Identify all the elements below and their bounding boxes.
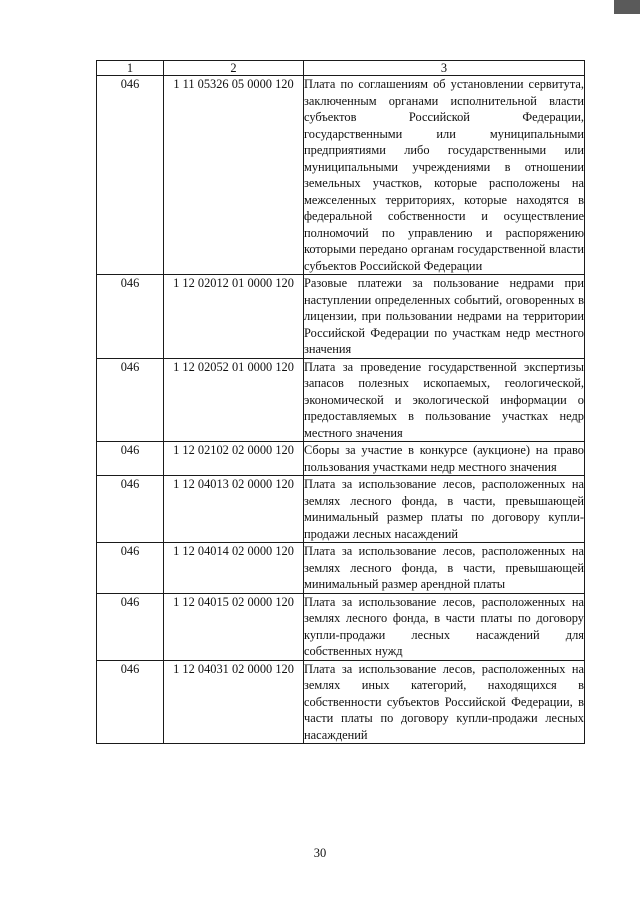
description-cell: Плата за использование лесов, расположенных на землях лесного фонда, в части, превышающей минимальный размер арендной платы: [304, 544, 584, 591]
description-cell: Плата за использование лесов, расположенных на землях лесного фонда, в части, превышающей минимальный размер платы по договору купли-продажи лесных насаждений: [304, 477, 584, 541]
description-cell: Разовые платежи за пользование недрами при наступлении определенных событий, оговоренных в лицензии, при пользовании недрами на территории Российской Федерации по участкам недр местного значения: [304, 276, 584, 356]
description-cell: Плата за проведение государственной экспертизы запасов полезных ископаемых, геологической, экономической и экологической информации о предоставляемых в пользование участках недр местного значения: [304, 359, 584, 440]
budget-code-cell: 1 12 04031 02 0000 120: [164, 660, 304, 744]
revenue-codes-table: [96, 60, 585, 744]
admin-code-cell: 046: [97, 358, 164, 442]
column-header-2: 2: [164, 61, 304, 76]
budget-code-cell: 1 12 04014 02 0000 120: [164, 543, 304, 594]
table-row: [97, 660, 585, 744]
table-row: [97, 476, 585, 543]
table-row: [97, 543, 585, 594]
description-cell: Плата по соглашениям об установлении сервитута, заключенным органами исполнительной власти субъектов Российской Федерации, государственными или муниципальными предприятиями либо государственными или муниципальными учреждениями в отношении земельных участков, которые расположены на межселенных территориях, которые находятся в федеральной собственности и осуществление полномочий по управлению и распоряжению которыми передано органам государственной власти субъектов Российской Федерации: [304, 77, 584, 273]
budget-code-cell: 1 12 02052 01 0000 120: [164, 358, 304, 442]
table-row: [97, 593, 585, 660]
description-cell: Сборы за участие в конкурсе (аукционе) на право пользования участками недр местного значения: [304, 443, 584, 474]
admin-code-cell: 046: [97, 76, 164, 275]
table-row: [97, 275, 585, 359]
description-cell: Плата за использование лесов, расположенных на землях иных категорий, находящихся в собственности субъектов Российской Федерации, в части платы по договору купли-продажи лесных насаждений: [304, 661, 584, 742]
admin-code-cell: 046: [97, 543, 164, 594]
table-row: [97, 442, 585, 476]
table-header-row: [97, 61, 585, 76]
description-cell: Плата за использование лесов, расположенных на землях лесного фонда, в части платы по договору купли-продажи лесных насаждений для собственных нужд: [304, 594, 584, 658]
table-row: [97, 76, 585, 275]
table-row: [97, 358, 585, 442]
budget-code-cell: 1 12 04015 02 0000 120: [164, 593, 304, 660]
page-number: 30: [313, 846, 327, 860]
column-header-1: 1: [97, 61, 164, 76]
admin-code-cell: 046: [97, 660, 164, 744]
admin-code-cell: 046: [97, 476, 164, 543]
budget-code-cell: 1 12 02102 02 0000 120: [164, 442, 304, 476]
column-header-3: 3: [304, 61, 585, 76]
scan-corner-mark: [614, 0, 640, 14]
budget-code-cell: 1 11 05326 05 0000 120: [164, 76, 304, 275]
admin-code-cell: 046: [97, 275, 164, 359]
admin-code-cell: 046: [97, 593, 164, 660]
budget-code-cell: 1 12 04013 02 0000 120: [164, 476, 304, 543]
budget-code-cell: 1 12 02012 01 0000 120: [164, 275, 304, 359]
admin-code-cell: 046: [97, 442, 164, 476]
